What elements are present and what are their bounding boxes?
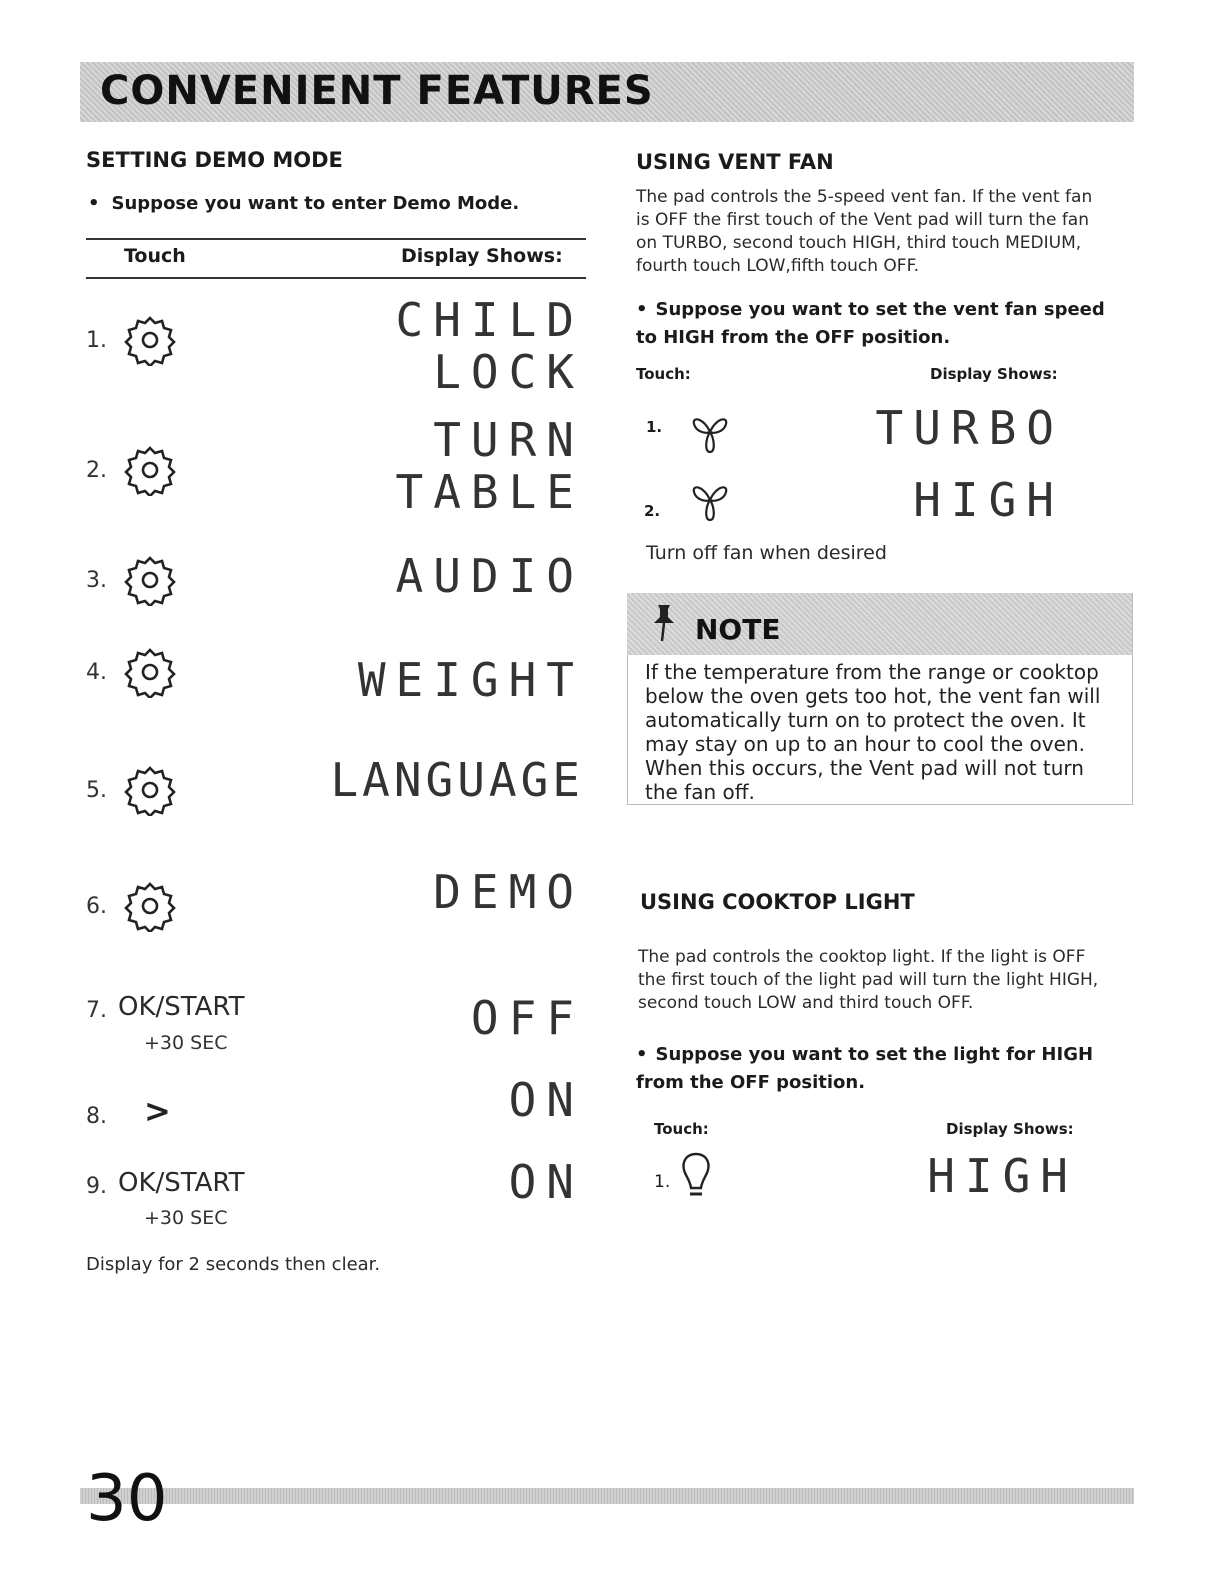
settings-icon[interactable] <box>124 764 176 816</box>
fan-icon[interactable] <box>690 478 730 524</box>
page-number: 30 <box>86 1462 168 1536</box>
lcd-display-line: TURN <box>433 413 584 467</box>
step-number: 4. <box>86 660 107 685</box>
vent-col-display: Display Shows: <box>930 365 1058 383</box>
bullet-dot: • <box>636 299 648 320</box>
step-number: 3. <box>86 568 107 593</box>
light-bullet-text: Suppose you want to set the light for HIGH from the OFF position. <box>636 1044 1094 1093</box>
lcd-display-line: OFF <box>470 991 584 1045</box>
footer-bar <box>80 1488 1134 1504</box>
lcd-display-line: LOCK <box>433 345 584 399</box>
vent-bullet <box>636 296 1106 352</box>
lcd-display-line: ON <box>508 1073 584 1127</box>
vent-bullet-text: Suppose you want to set the vent fan speed to HIGH from the OFF position. <box>636 299 1105 348</box>
vent-heading: USING VENT FAN <box>636 150 834 174</box>
light-col-display: Display Shows: <box>946 1120 1074 1138</box>
lcd-display-line: HIGH <box>913 473 1064 527</box>
step-number: 8. <box>86 1104 107 1129</box>
step-sub-label: +30 SEC <box>144 1207 228 1229</box>
step-number: 1. <box>86 328 107 353</box>
step-sub-label: +30 SEC <box>144 1032 228 1054</box>
note-text: If the temperature from the range or cooktop below the oven gets too hot, the vent fan will automatically turn on to protect the oven. It may stay on up to an hour to cool the oven. When this occurs, the Vent pad will not turn the fan off. <box>645 660 1101 804</box>
demo-col-display: Display Shows: <box>401 245 563 267</box>
demo-footnote: Display for 2 seconds then clear. <box>86 1254 381 1275</box>
table-header-rule <box>86 277 586 279</box>
page-title: CONVENIENT FEATURES <box>100 68 654 114</box>
step-number: 5. <box>86 778 107 803</box>
vent-footnote: Turn off fan when desired <box>646 542 887 564</box>
demo-col-touch: Touch <box>124 245 186 267</box>
settings-icon[interactable] <box>124 444 176 496</box>
settings-icon[interactable] <box>124 314 176 366</box>
light-heading: USING COOKTOP LIGHT <box>640 890 915 914</box>
ok-start-button[interactable]: OK/START <box>118 992 245 1022</box>
bullet-dot: • <box>636 1044 648 1065</box>
lcd-display-line: TABLE <box>395 465 584 519</box>
ok-start-button[interactable]: OK/START <box>118 1168 245 1198</box>
lcd-display-line: AUDIO <box>395 549 584 603</box>
lcd-display-line: LANGUAGE <box>330 753 584 807</box>
lcd-display-line: TURBO <box>875 401 1064 455</box>
vent-col-touch: Touch: <box>636 365 691 383</box>
lcd-display-line: ON <box>508 1155 584 1209</box>
settings-icon[interactable] <box>124 646 176 698</box>
demo-bullet <box>88 190 568 218</box>
step-number: 1. <box>654 1172 671 1192</box>
bullet-dot: • <box>88 193 100 214</box>
fan-icon[interactable] <box>690 410 730 456</box>
light-bullet <box>636 1041 1106 1097</box>
pushpin-icon <box>650 603 678 643</box>
table-top-rule <box>86 238 586 240</box>
demo-bullet-text: Suppose you want to enter Demo Mode. <box>111 193 520 214</box>
arrow-right-icon[interactable]: > <box>144 1092 171 1130</box>
lcd-display-line: HIGH <box>927 1149 1078 1203</box>
note-title: NOTE <box>695 613 781 646</box>
demo-heading: SETTING DEMO MODE <box>86 148 343 172</box>
step-number: 6. <box>86 894 107 919</box>
settings-icon[interactable] <box>124 554 176 606</box>
step-number: 9. <box>86 1174 107 1199</box>
lcd-display-line: WEIGHT <box>357 653 584 707</box>
light-col-touch: Touch: <box>654 1120 709 1138</box>
lcd-display-line: CHILD <box>395 293 584 347</box>
step-number: 7. <box>86 998 107 1023</box>
step-number: 2. <box>86 458 107 483</box>
step-number: 1. <box>646 418 663 436</box>
lightbulb-icon[interactable] <box>678 1150 714 1200</box>
vent-body: The pad controls the 5-speed vent fan. If the vent fan is OFF the first touch of the Vent pad will turn the fan on TURBO, second touch HIGH, third touch MEDIUM, fourth touch LOW,fifth touch OFF. <box>636 187 1093 276</box>
step-number: 2. <box>644 502 661 520</box>
lcd-display-line: DEMO <box>433 865 584 919</box>
settings-icon[interactable] <box>124 880 176 932</box>
light-body: The pad controls the cooktop light. If the light is OFF the first touch of the light pad will turn the light HIGH, second touch LOW and third touch OFF. <box>638 947 1099 1013</box>
